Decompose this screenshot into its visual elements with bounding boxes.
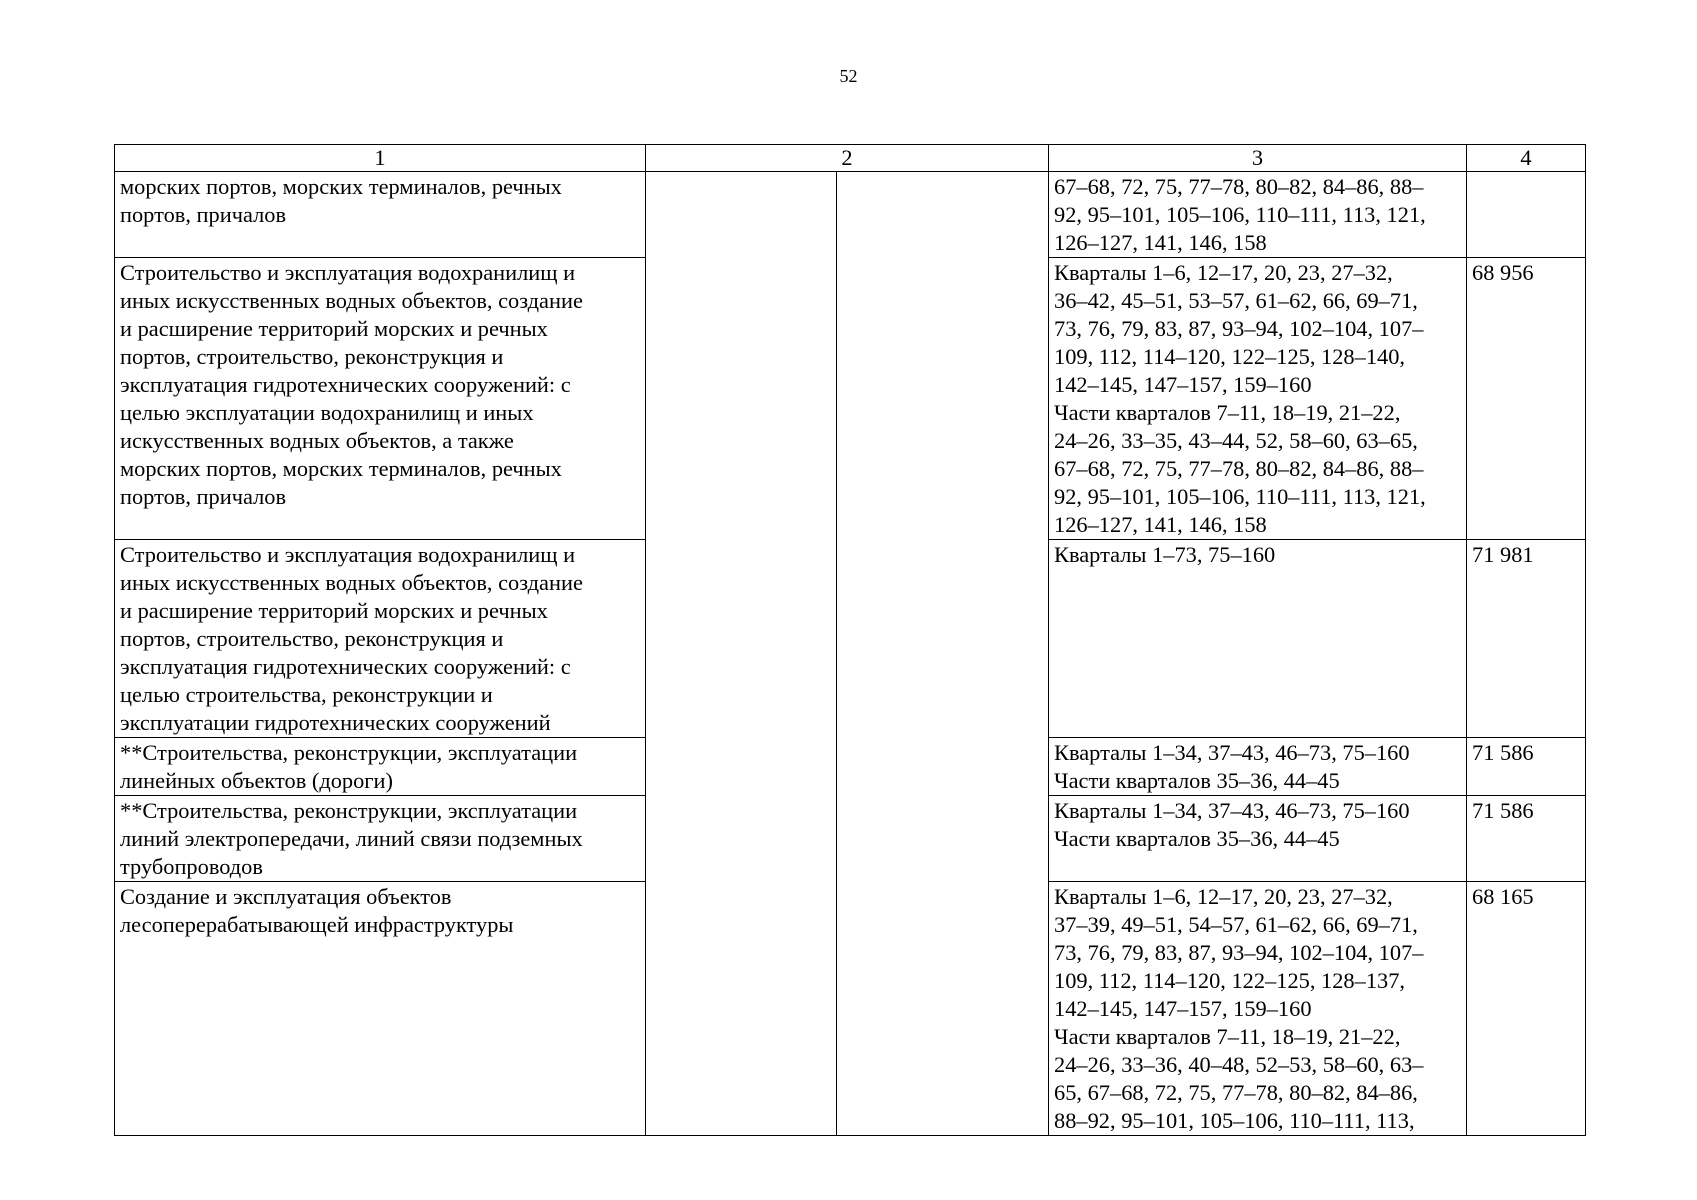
quarters-line: 92, 95–101, 105–106, 110–111, 113, 121, [1054,484,1426,509]
purpose-line: иных искусственных водных объектов, создание [120,570,583,595]
quarters-cell [1049,540,1467,738]
purpose-line: эксплуатация гидротехнических сооружений: с [120,654,571,679]
quarters-cell [1049,882,1467,1136]
area-cell: 71 586 [1467,796,1586,882]
table-row [115,172,1586,258]
purpose-cell [115,258,646,540]
purpose-line: эксплуатация гидротехнических сооружений: с [120,372,571,397]
purpose-line: Строительство и эксплуатация водохранилищ и [120,542,576,567]
quarters-line: 109, 112, 114–120, 122–125, 128–140, [1054,344,1406,369]
page-number: 52 [839,66,858,86]
quarters-cell [1049,796,1467,882]
blank-cell-2b [837,172,1049,1136]
quarters-line: 126–127, 141, 146, 158 [1054,512,1267,537]
purpose-line: морских портов, морских терминалов, речных [120,456,562,481]
header-col-2: 2 [646,145,1049,172]
quarters-line: 92, 95–101, 105–106, 110–111, 113, 121, [1054,202,1426,227]
quarters-line: 67–68, 72, 75, 77–78, 80–82, 84–86, 88– [1054,174,1424,199]
quarters-line: Кварталы 1–34, 37–43, 46–73, 75–160 [1054,798,1410,823]
quarters-line: Части кварталов 35–36, 44–45 [1054,768,1340,793]
quarters-line: Части кварталов 7–11, 18–19, 21–22, [1054,400,1401,425]
quarters-line: Кварталы 1–73, 75–160 [1054,542,1276,567]
quarters-line: 73, 76, 79, 83, 87, 93–94, 102–104, 107– [1054,316,1424,341]
purpose-line: линий электропередачи, линий связи подземных [120,826,583,851]
purpose-line: целью эксплуатации водохранилищ и иных [120,400,534,425]
purpose-line: эксплуатации гидротехнических сооружений [120,710,551,735]
purpose-line: портов, строительство, реконструкция и [120,626,504,651]
purpose-cell [115,172,646,258]
quarters-line: 37–39, 49–51, 54–57, 61–62, 66, 69–71, [1054,912,1418,937]
quarters-line: Кварталы 1–6, 12–17, 20, 23, 27–32, [1054,260,1393,285]
area-cell: 68 956 [1467,258,1586,540]
purpose-line: Создание и эксплуатация объектов [120,884,452,909]
quarters-line: 67–68, 72, 75, 77–78, 80–82, 84–86, 88– [1054,456,1424,481]
quarters-line: 24–26, 33–35, 43–44, 52, 58–60, 63–65, [1054,428,1418,453]
purpose-line: трубопроводов [120,854,263,879]
purpose-cell [115,738,646,796]
header-col-4: 4 [1467,145,1586,172]
purpose-line: морских портов, морских терминалов, речных [120,174,562,199]
quarters-line: 65, 67–68, 72, 75, 77–78, 80–82, 84–86, [1054,1080,1418,1105]
purpose-line: и расширение территорий морских и речных [120,598,548,623]
quarters-line: 109, 112, 114–120, 122–125, 128–137, [1054,968,1406,993]
purpose-line: иных искусственных водных объектов, создание [120,288,583,313]
purpose-line: Строительство и эксплуатация водохранилищ и [120,260,576,285]
header-col-1: 1 [115,145,646,172]
purpose-line: портов, причалов [120,202,287,227]
purpose-line: **Строительства, реконструкции, эксплуатации [120,740,578,765]
purpose-cell [115,882,646,1136]
forest-use-table [114,144,1586,1136]
quarters-line: 88–92, 95–101, 105–106, 110–111, 113, [1054,1108,1415,1133]
purpose-line: лесоперерабатывающей инфраструктуры [120,912,514,937]
purpose-line: **Строительства, реконструкции, эксплуатации [120,798,578,823]
quarters-cell [1049,738,1467,796]
purpose-cell [115,540,646,738]
quarters-line: Кварталы 1–6, 12–17, 20, 23, 27–32, [1054,884,1393,909]
purpose-line: целью строительства, реконструкции и [120,682,493,707]
quarters-line: 142–145, 147–157, 159–160 [1054,996,1312,1021]
area-cell [1467,172,1586,258]
quarters-cell [1049,172,1467,258]
quarters-line: Части кварталов 35–36, 44–45 [1054,826,1340,851]
purpose-cell [115,796,646,882]
quarters-line: 142–145, 147–157, 159–160 [1054,372,1312,397]
quarters-line: 36–42, 45–51, 53–57, 61–62, 66, 69–71, [1054,288,1418,313]
area-cell: 71 981 [1467,540,1586,738]
quarters-line: Кварталы 1–34, 37–43, 46–73, 75–160 [1054,740,1410,765]
quarters-line: Части кварталов 7–11, 18–19, 21–22, [1054,1024,1401,1049]
quarters-line: 126–127, 141, 146, 158 [1054,230,1267,255]
blank-cell-2a [646,172,837,1136]
purpose-line: и расширение территорий морских и речных [120,316,548,341]
quarters-line: 24–26, 33–36, 40–48, 52–53, 58–60, 63– [1054,1052,1424,1077]
purpose-line: линейных объектов (дороги) [120,768,393,793]
purpose-line: портов, строительство, реконструкция и [120,344,504,369]
header-col-3: 3 [1049,145,1467,172]
table-header-row [115,145,1586,172]
quarters-cell [1049,258,1467,540]
area-cell: 68 165 [1467,882,1586,1136]
quarters-line: 73, 76, 79, 83, 87, 93–94, 102–104, 107– [1054,940,1424,965]
area-cell: 71 586 [1467,738,1586,796]
purpose-line: искусственных водных объектов, а также [120,428,514,453]
purpose-line: портов, причалов [120,484,287,509]
